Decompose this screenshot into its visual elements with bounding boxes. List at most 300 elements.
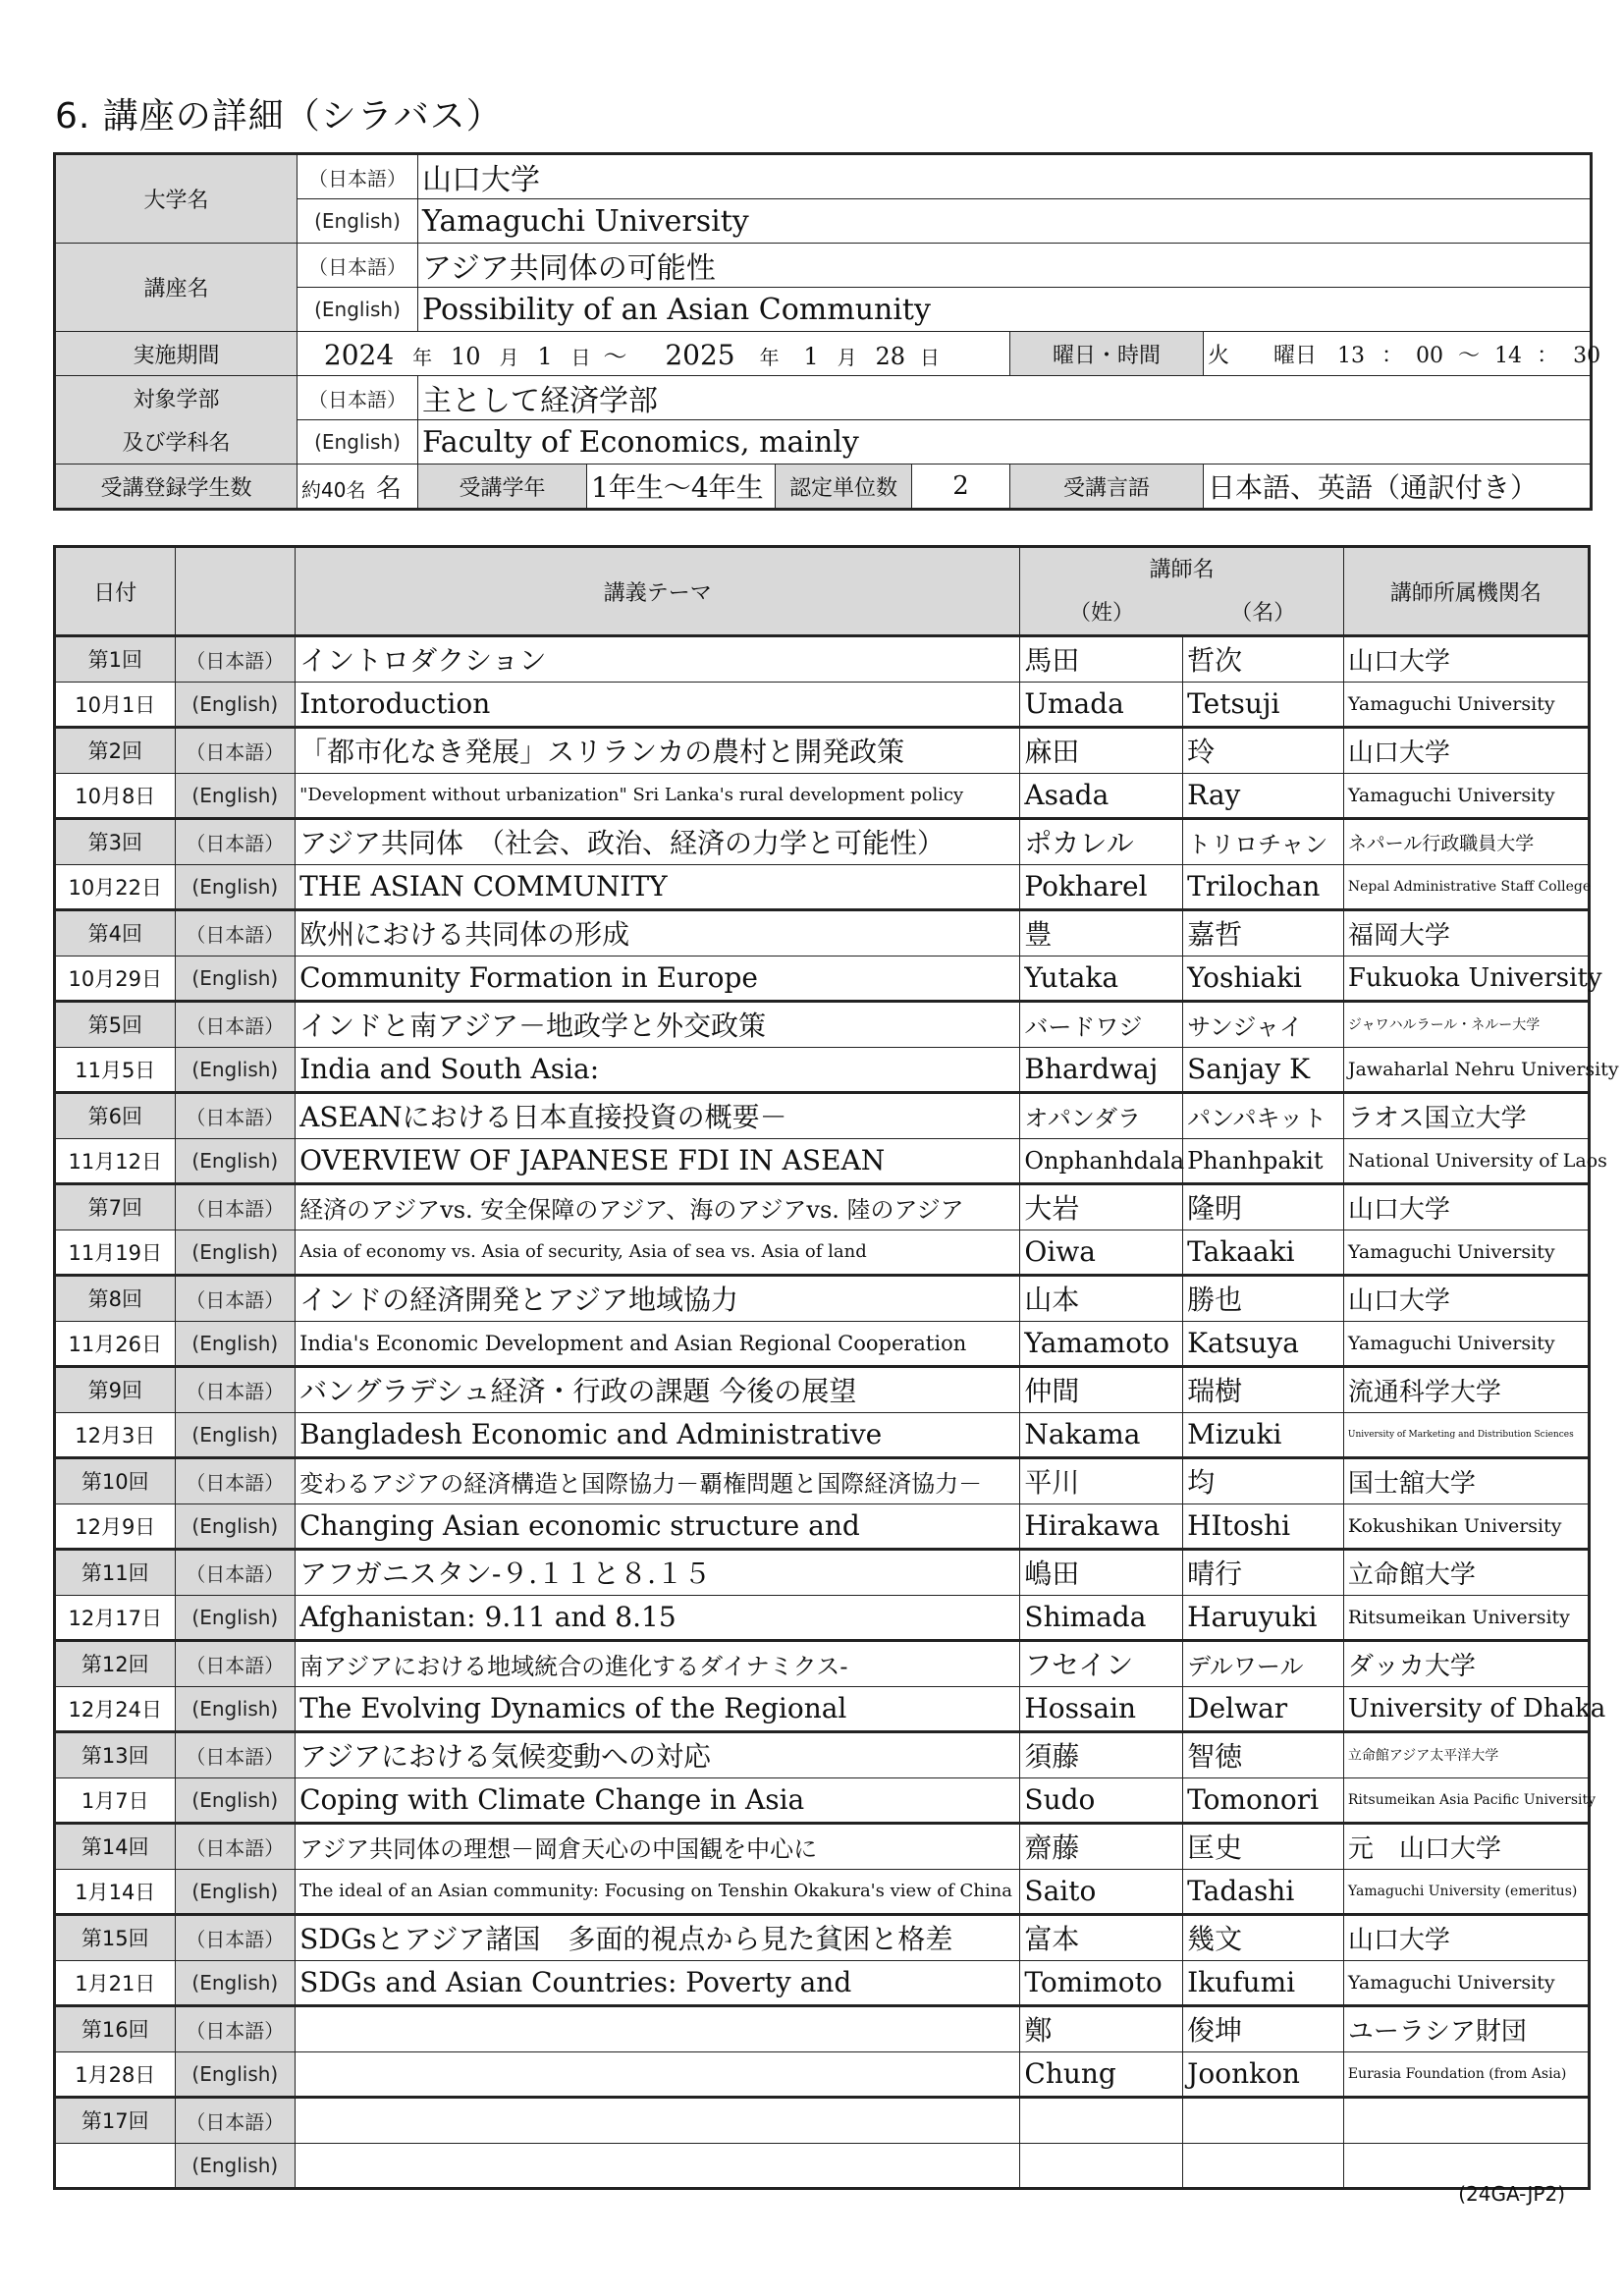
session-row-jp <box>55 819 1590 865</box>
theme-en: THE ASIAN COMMUNITY <box>296 864 1020 910</box>
lang-jp-label: （日本語） <box>298 154 418 199</box>
session-number: 第15回 <box>55 1915 176 1961</box>
session-number: 第12回 <box>55 1641 176 1687</box>
session-row-jp <box>55 1367 1590 1413</box>
period-label: 実施期間 <box>55 332 298 376</box>
students-count: 約40名 <box>301 477 366 502</box>
session-row-en <box>55 1321 1590 1367</box>
university-label: 大学名 <box>55 154 298 244</box>
session-row-en <box>55 1777 1590 1824</box>
affiliation-jp: ラオス国立大学 <box>1343 1093 1589 1139</box>
theme-jp: 欧州における共同体の形成 <box>296 910 1020 957</box>
theme-jp: アジアにおける気候変動への対応 <box>296 1732 1020 1778</box>
lecturer-given-en: Joonkon <box>1183 2051 1344 2098</box>
session-number: 第9回 <box>55 1367 176 1413</box>
university-en: Yamaguchi University <box>418 199 1592 244</box>
session-date: 10月22日 <box>55 864 176 910</box>
lang-en-label: (English) <box>175 864 296 910</box>
theme-jp <box>296 2006 1020 2052</box>
lang-jp-label: （日本語） <box>175 2006 296 2052</box>
theme-en: Bangladesh Economic and Administrative <box>296 1412 1020 1458</box>
lecturer-surname-en: Sudo <box>1020 1777 1183 1824</box>
theme-jp: バングラデシュ経済・行政の課題 今後の展望 <box>296 1367 1020 1413</box>
lecturer-given-jp: 哲次 <box>1183 636 1344 683</box>
affiliation-en: University of Dhaka <box>1343 1686 1589 1732</box>
affiliation-jp: 立命館大学 <box>1343 1550 1589 1596</box>
day-unit: 日 <box>570 345 591 369</box>
lang-en-label: (English) <box>175 956 296 1002</box>
lecturer-surname-en: Saito <box>1020 1869 1183 1915</box>
language-label: 受講言語 <box>1010 465 1204 510</box>
session-row-en <box>55 1686 1590 1732</box>
lecturer-surname-jp: 麻田 <box>1020 728 1183 774</box>
lecturer-given-jp: 匡史 <box>1183 1824 1344 1870</box>
session-date: 10月8日 <box>55 773 176 819</box>
lecturer-surname-jp: 鄭 <box>1020 2006 1183 2052</box>
lecturer-given-jp: 幾文 <box>1183 1915 1344 1961</box>
header-affiliation: 講師所属機関名 <box>1343 547 1589 636</box>
header-date: 日付 <box>55 547 176 636</box>
lecturer-surname-jp: 山本 <box>1020 1276 1183 1322</box>
lang-jp-label: （日本語） <box>175 1276 296 1322</box>
lang-jp-label: （日本語） <box>175 819 296 865</box>
theme-en: OVERVIEW OF JAPANESE FDI IN ASEAN <box>296 1138 1020 1184</box>
session-date: 1月7日 <box>55 1777 176 1824</box>
affiliation-en: Kokushikan University <box>1343 1503 1589 1550</box>
affiliation-jp: 流通科学大学 <box>1343 1367 1589 1413</box>
theme-en: India's Economic Development and Asian Regional Cooperation <box>296 1321 1020 1367</box>
session-date: 12月3日 <box>55 1412 176 1458</box>
lecturer-given-en: Katsuya <box>1183 1321 1344 1367</box>
lang-en-label: (English) <box>175 1047 296 1093</box>
lecturer-surname-jp: 馬田 <box>1020 636 1183 683</box>
weekday-suffix: 曜日 <box>1273 343 1318 368</box>
weekday: 火 <box>1208 343 1230 368</box>
day-unit: 日 <box>919 345 940 369</box>
header-lecturer: 講師名 <box>1020 547 1343 589</box>
lecturer-given-en: Takaaki <box>1183 1230 1344 1276</box>
lang-en-label: (English) <box>175 773 296 819</box>
affiliation-en: Ritsumeikan University <box>1343 1595 1589 1641</box>
session-row-en <box>55 1595 1590 1641</box>
start-hour: 13 <box>1337 343 1366 368</box>
session-row-jp <box>55 1824 1590 1870</box>
time-colon: ： <box>1381 343 1404 368</box>
lecturer-surname-jp: 齋藤 <box>1020 1824 1183 1870</box>
lecturer-surname-jp: 豊 <box>1020 910 1183 957</box>
session-row-jp <box>55 2098 1590 2144</box>
session-number: 第16回 <box>55 2006 176 2052</box>
end-day: 28 <box>875 342 906 370</box>
lecturer-given-en: Tomonori <box>1183 1777 1344 1824</box>
lecturer-surname-en: Umada <box>1020 682 1183 728</box>
session-row-en <box>55 1230 1590 1276</box>
year-unit: 年 <box>759 345 780 369</box>
lecturer-surname-jp: 仲間 <box>1020 1367 1183 1413</box>
affiliation-en: Ritsumeikan Asia Pacific University <box>1343 1777 1589 1824</box>
lecturer-surname-en: Yutaka <box>1020 956 1183 1002</box>
session-row-jp <box>55 2006 1590 2052</box>
session-number: 第13回 <box>55 1732 176 1778</box>
affiliation-en: Nepal Administrative Staff College <box>1343 864 1589 910</box>
session-row-jp <box>55 636 1590 683</box>
lang-en-label: (English) <box>175 1686 296 1732</box>
period-value <box>298 332 1010 376</box>
time-colon: ： <box>1537 343 1559 368</box>
affiliation-en: Yamaguchi University <box>1343 1321 1589 1367</box>
lecturer-surname-en: Hirakawa <box>1020 1503 1183 1550</box>
session-row-jp <box>55 1732 1590 1778</box>
session-row-en <box>55 1047 1590 1093</box>
theme-en <box>296 2051 1020 2098</box>
session-row-jp <box>55 1276 1590 1322</box>
end-hour: 14 <box>1494 343 1523 368</box>
lecturer-surname-en: Pokharel <box>1020 864 1183 910</box>
lecturer-given-en: HItoshi <box>1183 1503 1344 1550</box>
session-row-en <box>55 864 1590 910</box>
lecturer-surname-jp: フセイン <box>1020 1641 1183 1687</box>
affiliation-jp <box>1343 2098 1589 2144</box>
affiliation-jp: 立命館アジア太平洋大学 <box>1343 1732 1589 1778</box>
lecturer-surname-jp: 大岩 <box>1020 1184 1183 1230</box>
affiliation-jp: ダッカ大学 <box>1343 1641 1589 1687</box>
lecturer-surname-en: Nakama <box>1020 1412 1183 1458</box>
lang-jp-label: （日本語） <box>175 2098 296 2144</box>
lang-jp-label: （日本語） <box>298 244 418 288</box>
theme-jp: 経済のアジアvs. 安全保障のアジア、海のアジアvs. 陸のアジア <box>296 1184 1020 1230</box>
affiliation-en: Yamaguchi University (emeritus) <box>1343 1869 1589 1915</box>
lang-en-label: (English) <box>298 199 418 244</box>
range-tilde: ～ <box>603 342 627 370</box>
lang-en-label: (English) <box>175 1777 296 1824</box>
lang-jp-label: （日本語） <box>175 1641 296 1687</box>
affiliation-en: Yamaguchi University <box>1343 773 1589 819</box>
session-row-en <box>55 1412 1590 1458</box>
course-jp: アジア共同体の可能性 <box>418 244 1592 288</box>
affiliation-jp: 福岡大学 <box>1343 910 1589 957</box>
session-row-jp <box>55 910 1590 957</box>
theme-jp: アジア共同体 （社会、政治、経済の力学と可能性） <box>296 819 1020 865</box>
theme-en: The ideal of an Asian community: Focusing on Tenshin Okakura's view of China <box>296 1869 1020 1915</box>
theme-jp: イントロダクション <box>296 636 1020 683</box>
lang-en-label: (English) <box>175 2051 296 2098</box>
session-number: 第2回 <box>55 728 176 774</box>
start-year: 2024 <box>323 338 395 371</box>
lang-en-label: (English) <box>175 682 296 728</box>
affiliation-en: Fukuoka University <box>1343 956 1589 1002</box>
theme-jp: SDGsとアジア諸国 多面的視点から見た貧困と格差 <box>296 1915 1020 1961</box>
lecturer-surname-en: Oiwa <box>1020 1230 1183 1276</box>
students-label: 受講登録学生数 <box>55 465 298 510</box>
footer-code: (24GA-JP2) <box>1458 2182 1565 2206</box>
lecturer-surname-en: Hossain <box>1020 1686 1183 1732</box>
lecturer-given-en: Haruyuki <box>1183 1595 1344 1641</box>
header-blank <box>175 547 296 636</box>
theme-jp: インドと南アジア－地政学と外交政策 <box>296 1002 1020 1048</box>
session-row-en <box>55 682 1590 728</box>
session-number: 第1回 <box>55 636 176 683</box>
lecturer-given-jp: 均 <box>1183 1458 1344 1504</box>
lecturer-surname-en: Tomimoto <box>1020 1960 1183 2006</box>
session-row-en <box>55 1869 1590 1915</box>
lecturer-surname-jp: 富本 <box>1020 1915 1183 1961</box>
faculty-en: Faculty of Economics, mainly <box>418 420 1592 465</box>
header-theme: 講義テーマ <box>296 547 1020 636</box>
month-unit: 月 <box>499 345 519 369</box>
session-number: 第3回 <box>55 819 176 865</box>
session-date: 10月1日 <box>55 682 176 728</box>
schedule-table <box>53 545 1619 2190</box>
lecturer-given-jp: パンパキット <box>1183 1093 1344 1139</box>
course-label: 講座名 <box>55 244 298 332</box>
session-date: 12月9日 <box>55 1503 176 1550</box>
session-date: 12月17日 <box>55 1595 176 1641</box>
start-month: 10 <box>450 342 481 370</box>
lang-jp-label: （日本語） <box>175 1184 296 1230</box>
lecturer-given-en <box>1183 2143 1344 2189</box>
credits-label: 認定単位数 <box>776 465 912 510</box>
time-tilde: ～ <box>1458 343 1481 368</box>
start-day: 1 <box>537 342 553 370</box>
lecturer-surname-jp: 嶋田 <box>1020 1550 1183 1596</box>
lecturer-given-jp: 勝也 <box>1183 1276 1344 1322</box>
theme-en: "Development without urbanization" Sri Lanka's rural development policy <box>296 773 1020 819</box>
affiliation-en: Eurasia Foundation (from Asia) <box>1343 2051 1589 2098</box>
lecturer-surname-en <box>1020 2143 1183 2189</box>
lang-en-label: (English) <box>175 1321 296 1367</box>
lang-jp-label: （日本語） <box>175 728 296 774</box>
lecturer-surname-en: Chung <box>1020 2051 1183 2098</box>
university-jp: 山口大学 <box>418 154 1592 199</box>
lecturer-given-en: Delwar <box>1183 1686 1344 1732</box>
session-date: 11月12日 <box>55 1138 176 1184</box>
lecturer-given-jp: デルワール <box>1183 1641 1344 1687</box>
lecturer-surname-jp: 須藤 <box>1020 1732 1183 1778</box>
lang-jp-label: （日本語） <box>175 1458 296 1504</box>
header-given: （名） <box>1183 589 1344 636</box>
end-minute: 30 <box>1573 343 1601 368</box>
affiliation-jp: 山口大学 <box>1343 1915 1589 1961</box>
year-unit: 年 <box>412 345 433 369</box>
affiliation-jp: 山口大学 <box>1343 1276 1589 1322</box>
session-date: 12月24日 <box>55 1686 176 1732</box>
session-row-en <box>55 1503 1590 1550</box>
course-info-table <box>53 152 1601 511</box>
month-unit: 月 <box>837 345 857 369</box>
affiliation-en: National University of Laos <box>1343 1138 1589 1184</box>
affiliation-jp: 山口大学 <box>1343 1184 1589 1230</box>
affiliation-jp: ジャワハルラール・ネルー大学 <box>1343 1002 1589 1048</box>
affiliation-en: Yamaguchi University <box>1343 1230 1589 1276</box>
lang-jp-label: （日本語） <box>175 1367 296 1413</box>
session-number: 第7回 <box>55 1184 176 1230</box>
lecturer-surname-jp: オパンダラ <box>1020 1093 1183 1139</box>
session-row-jp <box>55 1093 1590 1139</box>
faculty-jp: 主として経済学部 <box>418 376 1592 420</box>
lang-en-label: (English) <box>175 2143 296 2189</box>
session-row-jp <box>55 1458 1590 1504</box>
lecturer-given-en: Tadashi <box>1183 1869 1344 1915</box>
session-date: 1月14日 <box>55 1869 176 1915</box>
lecturer-given-jp: 玲 <box>1183 728 1344 774</box>
lecturer-surname-jp: バードワジ <box>1020 1002 1183 1048</box>
theme-en: Changing Asian economic structure and <box>296 1503 1020 1550</box>
faculty-label-1: 対象学部 <box>55 376 298 420</box>
theme-jp: アジア共同体の理想－岡倉天心の中国観を中心に <box>296 1824 1020 1870</box>
affiliation-jp: 元 山口大学 <box>1343 1824 1589 1870</box>
lang-jp-label: （日本語） <box>175 636 296 683</box>
session-date: 1月21日 <box>55 1960 176 2006</box>
lang-jp-label: （日本語） <box>298 376 418 420</box>
theme-en: Community Formation in Europe <box>296 956 1020 1002</box>
lecturer-given-jp: 瑞樹 <box>1183 1367 1344 1413</box>
lecturer-given-en: Tetsuji <box>1183 682 1344 728</box>
session-date: 11月19日 <box>55 1230 176 1276</box>
theme-en: SDGs and Asian Countries: Poverty and <box>296 1960 1020 2006</box>
grade-value: 1年生～4年生 <box>587 465 776 510</box>
grade-label: 受講学年 <box>418 465 587 510</box>
lang-jp-label: （日本語） <box>175 1093 296 1139</box>
schedule-body <box>55 636 1619 2189</box>
lecturer-given-jp: サンジャイ <box>1183 1002 1344 1048</box>
lang-en-label: (English) <box>175 1230 296 1276</box>
lang-en-label: (English) <box>175 1960 296 2006</box>
lecturer-surname-en: Shimada <box>1020 1595 1183 1641</box>
affiliation-en: Yamaguchi University <box>1343 1960 1589 2006</box>
end-year: 2025 <box>665 338 735 371</box>
session-date: 10月29日 <box>55 956 176 1002</box>
session-number: 第8回 <box>55 1276 176 1322</box>
session-date: 11月26日 <box>55 1321 176 1367</box>
affiliation-en: Jawaharlal Nehru University <box>1343 1047 1589 1093</box>
lecturer-given-en: Trilochan <box>1183 864 1344 910</box>
lecturer-given-jp <box>1183 2098 1344 2144</box>
page-title: 6. 講座の詳細（シラバス） <box>55 96 503 137</box>
lang-en-label: (English) <box>175 1503 296 1550</box>
session-number: 第4回 <box>55 910 176 957</box>
theme-en: Coping with Climate Change in Asia <box>296 1777 1020 1824</box>
session-row-en <box>55 1138 1590 1184</box>
language-value: 日本語、英語（通訳付き） <box>1204 465 1592 510</box>
students-value <box>298 465 418 510</box>
lecturer-given-jp: 隆明 <box>1183 1184 1344 1230</box>
session-number: 第11回 <box>55 1550 176 1596</box>
lecturer-given-en: Ikufumi <box>1183 1960 1344 2006</box>
theme-jp: ASEANにおける日本直接投資の概要－ <box>296 1093 1020 1139</box>
lecturer-surname-jp: 平川 <box>1020 1458 1183 1504</box>
theme-en: Afghanistan: 9.11 and 8.15 <box>296 1595 1020 1641</box>
session-number: 第10回 <box>55 1458 176 1504</box>
lecturer-given-en: Sanjay K <box>1183 1047 1344 1093</box>
theme-en: Intoroduction <box>296 682 1020 728</box>
theme-en: Asia of economy vs. Asia of security, Asia of sea vs. Asia of land <box>296 1230 1020 1276</box>
affiliation-jp: 国士舘大学 <box>1343 1458 1589 1504</box>
session-row-jp <box>55 1002 1590 1048</box>
day-time-label: 曜日・時間 <box>1010 332 1204 376</box>
lang-jp-label: （日本語） <box>175 1824 296 1870</box>
lang-jp-label: （日本語） <box>175 910 296 957</box>
faculty-label-2: 及び学科名 <box>55 420 298 465</box>
session-number: 第5回 <box>55 1002 176 1048</box>
session-date <box>55 2143 176 2189</box>
affiliation-jp: 山口大学 <box>1343 636 1589 683</box>
lecturer-given-jp: 智徳 <box>1183 1732 1344 1778</box>
session-number: 第17回 <box>55 2098 176 2144</box>
lang-en-label: (English) <box>298 420 418 465</box>
lang-en-label: (English) <box>175 1412 296 1458</box>
end-month: 1 <box>803 342 819 370</box>
lecturer-surname-jp: ポカレル <box>1020 819 1183 865</box>
lang-jp-label: （日本語） <box>175 1915 296 1961</box>
credits-value: 2 <box>912 465 1010 510</box>
affiliation-en: Yamaguchi University <box>1343 682 1589 728</box>
lang-jp-label: （日本語） <box>175 1732 296 1778</box>
session-row-jp <box>55 1184 1590 1230</box>
lecturer-given-jp: 晴行 <box>1183 1550 1344 1596</box>
lecturer-given-jp: 嘉哲 <box>1183 910 1344 957</box>
lecturer-surname-en: Bhardwaj <box>1020 1047 1183 1093</box>
lang-en-label: (English) <box>298 288 418 332</box>
lecturer-surname-en: Onphanhdala <box>1020 1138 1183 1184</box>
lecturer-given-jp: 俊坤 <box>1183 2006 1344 2052</box>
session-row-jp <box>55 1550 1590 1596</box>
session-row-jp <box>55 1641 1590 1687</box>
day-time-value <box>1204 332 1601 376</box>
lecturer-surname-en: Yamamoto <box>1020 1321 1183 1367</box>
lecturer-given-en: Yoshiaki <box>1183 956 1344 1002</box>
session-row-en <box>55 956 1590 1002</box>
theme-en: The Evolving Dynamics of the Regional <box>296 1686 1020 1732</box>
lecturer-given-en: Ray <box>1183 773 1344 819</box>
lang-jp-label: （日本語） <box>175 1002 296 1048</box>
lecturer-surname-en: Asada <box>1020 773 1183 819</box>
session-date: 11月5日 <box>55 1047 176 1093</box>
affiliation-en: University of Marketing and Distribution Sciences <box>1343 1412 1589 1458</box>
session-row-jp <box>55 1915 1590 1961</box>
affiliation-jp: ユーラシア財団 <box>1343 2006 1589 2052</box>
theme-en: India and South Asia: <box>296 1047 1020 1093</box>
session-row-en <box>55 2051 1590 2098</box>
session-date: 1月28日 <box>55 2051 176 2098</box>
lang-en-label: (English) <box>175 1138 296 1184</box>
session-row-en <box>55 2143 1590 2189</box>
theme-jp <box>296 2098 1020 2144</box>
lang-jp-label: （日本語） <box>175 1550 296 1596</box>
theme-en <box>296 2143 1020 2189</box>
lecturer-given-jp: トリロチャン <box>1183 819 1344 865</box>
course-en: Possibility of an Asian Community <box>418 288 1592 332</box>
start-minute: 00 <box>1416 343 1444 368</box>
theme-jp: 「都市化なき発展」スリランカの農村と開発政策 <box>296 728 1020 774</box>
lecturer-given-en: Phanhpakit <box>1183 1138 1344 1184</box>
lang-en-label: (English) <box>175 1869 296 1915</box>
lecturer-given-en: Mizuki <box>1183 1412 1344 1458</box>
session-number: 第14回 <box>55 1824 176 1870</box>
header-surname: （姓） <box>1020 589 1183 636</box>
session-row-en <box>55 1960 1590 2006</box>
session-row-en <box>55 773 1590 819</box>
theme-jp: 変わるアジアの経済構造と国際協力－覇権問題と国際経済協力－ <box>296 1458 1020 1504</box>
session-number: 第6回 <box>55 1093 176 1139</box>
theme-jp: アフガニスタン-９.１１と８.１５ <box>296 1550 1020 1596</box>
affiliation-jp: 山口大学 <box>1343 728 1589 774</box>
theme-jp: 南アジアにおける地域統合の進化するダイナミクス- <box>296 1641 1020 1687</box>
lang-en-label: (English) <box>175 1595 296 1641</box>
lecturer-surname-jp <box>1020 2098 1183 2144</box>
theme-jp: インドの経済開発とアジア地域協力 <box>296 1276 1020 1322</box>
session-row-jp <box>55 728 1590 774</box>
affiliation-jp: ネパール行政職員大学 <box>1343 819 1589 865</box>
